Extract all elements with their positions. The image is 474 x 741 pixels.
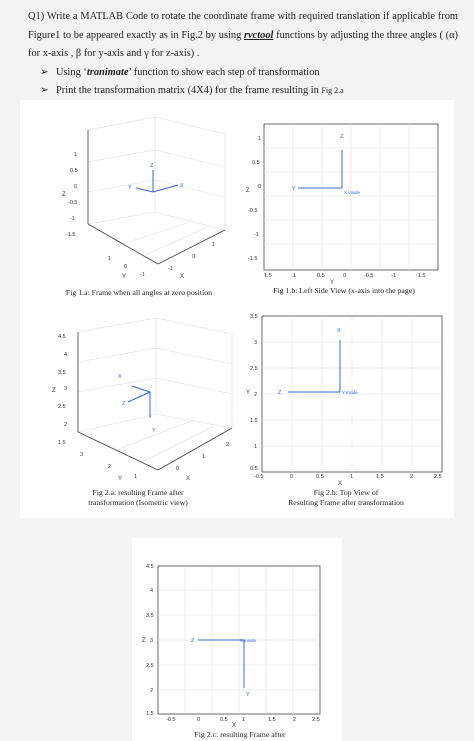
- y-tick: 2.5: [250, 366, 258, 372]
- figure-2b: [246, 310, 446, 486]
- y-tick: -1.5: [416, 273, 426, 279]
- z-tick: -1.5: [66, 232, 76, 238]
- figure-1a: [40, 112, 238, 284]
- frame-x-label: X inside: [240, 638, 257, 643]
- figure-1b-caption: Fig 1.b: Left Side View (x-axis into the page): [273, 286, 415, 295]
- figure-2a-caption-line2: transformation (Isometric view): [88, 498, 188, 507]
- x-tick: 1: [212, 242, 216, 248]
- figure-2c: [140, 560, 340, 732]
- z-tick: 4.5: [58, 334, 66, 340]
- x-tick: 2: [410, 474, 414, 480]
- x-tick: -0.5: [254, 474, 264, 480]
- z-tick: 2: [64, 422, 68, 428]
- z-tick: -1.5: [248, 256, 258, 262]
- frame-x-label: X inside: [344, 190, 361, 195]
- x-tick: -1: [168, 266, 173, 272]
- x-tick: 0.5: [220, 717, 228, 723]
- y-tick: 3: [80, 452, 84, 458]
- rvctool-term: rvctool: [243, 29, 274, 41]
- z-tick: 3.5: [58, 370, 66, 376]
- bullet-print-matrix: ➢ Print the transformation matrix (4X4) for the frame resulting in Fig 2.a: [28, 82, 458, 101]
- frame-y-label: Y: [292, 186, 296, 192]
- question-text: Q1) Write a MATLAB Code to rotate the coordinate frame with required translation if applicable from Figure1 to be appeared exactly as in Fig.2 by using rvctool functions by adjusting the three angles ( (α) for x-axis , β for y-axis and γ for z-axis) .: [28, 11, 458, 59]
- z-tick: 0.5: [252, 160, 260, 166]
- figure-2a: [36, 310, 240, 486]
- z-tick: 2: [150, 688, 154, 694]
- z-axis-label: Z: [246, 188, 250, 194]
- figure-2c-plot: [140, 560, 340, 732]
- frame-y-label: Y: [246, 692, 250, 698]
- z-tick: 1.5: [58, 440, 66, 446]
- figure-2a-plot: [36, 310, 240, 486]
- z-tick: 3: [64, 386, 68, 392]
- frame-y-label: Y: [152, 428, 156, 434]
- y-tick: 2: [254, 392, 258, 398]
- x-axis-label: X: [232, 723, 237, 729]
- y-tick: 3.5: [250, 314, 258, 320]
- x-tick: 2: [293, 717, 297, 723]
- z-tick: 0: [74, 184, 78, 190]
- frame-z-label: Z: [278, 390, 282, 396]
- z-tick: 2.5: [58, 404, 66, 410]
- x-axis-label: X: [186, 476, 191, 482]
- y-tick: 1: [293, 273, 297, 279]
- y-tick: 0: [343, 273, 347, 279]
- figure-2b-caption-line2: Resulting Frame after transformation: [288, 498, 404, 507]
- z-tick: 1: [258, 136, 262, 142]
- figure-2c-caption: Fig 2.c: resulting Frame after: [194, 730, 286, 739]
- x-tick: 2: [226, 442, 230, 448]
- y-tick: -1: [391, 273, 396, 279]
- z-tick: -0.5: [248, 208, 258, 214]
- coordinate-frame: [128, 386, 150, 418]
- y-axis-label: Y: [330, 280, 335, 284]
- z-tick: 1: [74, 152, 78, 158]
- x-tick: 1: [202, 454, 206, 460]
- frame-y-label: Y inside: [342, 390, 358, 395]
- bullet-tranimate: ➢ Using ‘tranimate’ function to show each step of transformation: [28, 64, 458, 83]
- y-tick: 0: [124, 264, 128, 270]
- x-tick: 1.5: [376, 474, 384, 480]
- frame-x-label: X: [180, 183, 184, 189]
- figure-2b-caption-line1: Fig 2.b: Top View of: [313, 488, 379, 497]
- figure-2b-caption: [246, 488, 446, 508]
- frame-y-label: Y: [128, 185, 132, 191]
- y-axis-label: Y: [122, 274, 127, 280]
- z-tick: 2.5: [146, 663, 154, 669]
- x-tick: 0: [192, 254, 196, 260]
- figure-2a-caption: [36, 488, 240, 508]
- frame-z-label: Z: [340, 134, 344, 140]
- z-tick: -0.5: [68, 200, 78, 206]
- z-tick: 4: [64, 352, 68, 358]
- z-tick: 1.5: [146, 711, 154, 717]
- y-tick: 0.5: [250, 466, 258, 472]
- figure-1a-plot: [40, 112, 238, 284]
- frame-x-label: X: [118, 374, 122, 380]
- x-tick: -0.5: [166, 717, 176, 723]
- coordinate-frame: [136, 170, 178, 192]
- frame-x-label: X: [337, 328, 341, 334]
- y-tick: 0.5: [317, 273, 325, 279]
- figure-1a-caption: Fig 1.a: Frame when all angles at zero position: [65, 288, 213, 297]
- z-tick: -1: [70, 216, 75, 222]
- tranimate-term: tranimate: [86, 66, 129, 78]
- y-tick: 1: [108, 256, 112, 262]
- frame-z-label: Z: [122, 401, 126, 407]
- x-tick: 0.5: [316, 474, 324, 480]
- x-tick: 2.5: [434, 474, 442, 480]
- figure-1b: [246, 112, 442, 284]
- arrow-bullet-icon: ➢: [40, 85, 49, 96]
- figure-1b-plot: [246, 112, 442, 284]
- figure-2b-plot: [246, 310, 446, 486]
- x-axis-label: X: [338, 481, 343, 486]
- y-tick: 1: [134, 474, 138, 480]
- y-axis-label: Y: [246, 390, 251, 396]
- x-tick: 0: [290, 474, 294, 480]
- x-axis-label: X: [180, 274, 185, 280]
- z-tick: 3: [150, 638, 154, 644]
- y-tick: 3: [254, 340, 258, 346]
- y-tick: 2: [108, 464, 112, 470]
- arrow-bullet-icon: ➢: [40, 66, 49, 78]
- z-tick: 0.5: [70, 168, 78, 174]
- x-tick: 1.5: [268, 717, 276, 723]
- y-axis-label: Y: [118, 476, 123, 482]
- y-tick: -0.5: [364, 273, 374, 279]
- z-tick: 4.5: [146, 564, 154, 570]
- z-axis-label: Z: [142, 638, 146, 644]
- z-axis-label: Z: [52, 388, 56, 394]
- y-tick: -1: [140, 272, 145, 278]
- x-tick: 0: [197, 717, 201, 723]
- z-tick: 3.5: [146, 613, 154, 619]
- y-tick: 1.5: [264, 273, 272, 279]
- z-axis-label: Z: [62, 192, 66, 198]
- question-block: [28, 8, 458, 101]
- x-tick: 2.5: [312, 717, 320, 723]
- y-tick: 1.5: [250, 418, 258, 424]
- z-tick: 4: [150, 588, 154, 594]
- z-tick: 0: [258, 184, 262, 190]
- figure-2a-caption-line1: Fig 2.a: resulting Frame after: [92, 488, 184, 497]
- x-tick: 1: [242, 717, 246, 723]
- x-tick: 0: [176, 466, 180, 472]
- y-tick: 1: [254, 444, 258, 450]
- x-tick: 1: [350, 474, 354, 480]
- frame-z-label: Z: [191, 638, 195, 644]
- frame-z-label: Z: [150, 163, 154, 169]
- z-tick: -1: [254, 232, 259, 238]
